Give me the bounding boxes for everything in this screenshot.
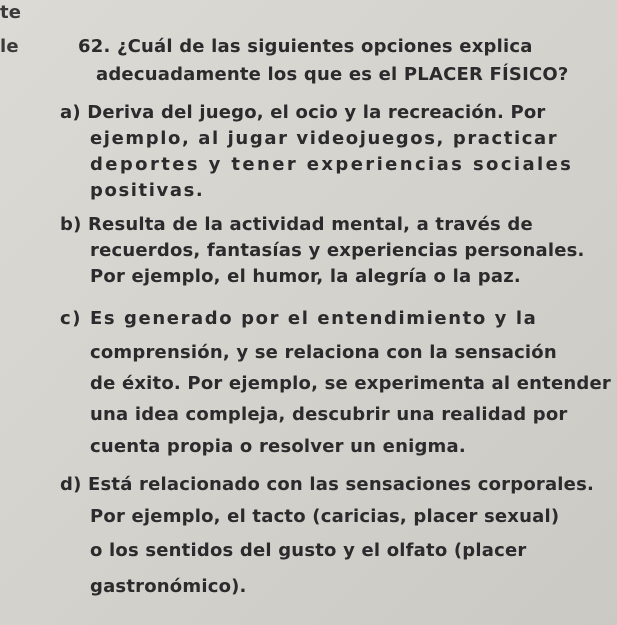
question-text-line: ¿Cuál de las siguientes opciones explica xyxy=(116,36,533,57)
option-d-line: gastronómico). xyxy=(90,576,247,597)
option-a-line: ejemplo, al jugar videojuegos, practicar xyxy=(90,128,559,149)
option-c-line xyxy=(60,308,537,330)
option-a-line: positivas. xyxy=(90,180,205,201)
option-c-line: cuenta propia o resolver un enigma. xyxy=(90,436,466,457)
option-text: Resulta de la actividad mental, a través de xyxy=(87,214,533,235)
option-letter: a) xyxy=(60,102,81,123)
margin-fragment: le xyxy=(0,36,19,57)
margin-fragment: te xyxy=(0,2,22,23)
option-c-line: comprensión, y se relaciona con la sensación xyxy=(90,342,557,363)
option-letter: d) xyxy=(60,474,82,495)
option-letter: b) xyxy=(60,214,82,235)
option-d-line xyxy=(60,474,594,496)
option-c-line: de éxito. Por ejemplo, se experimenta al entender xyxy=(90,373,611,394)
option-text: Está relacionado con las sensaciones corporales. xyxy=(87,474,595,495)
option-b-line xyxy=(60,214,533,236)
option-a-line: deportes y tener experiencias sociales xyxy=(90,154,574,175)
option-letter: c) xyxy=(60,308,83,329)
question-number: 62. xyxy=(78,36,111,57)
option-b-line: recuerdos, fantasías y experiencias personales. xyxy=(90,240,585,261)
option-d-line: Por ejemplo, el tacto (caricias, placer sexual) xyxy=(90,506,560,527)
option-c-line: una idea compleja, descubrir una realidad por xyxy=(90,404,568,425)
question-title xyxy=(78,36,533,58)
question-text-line: adecuadamente los que es el PLACER FÍSICO? xyxy=(96,64,569,85)
option-text: Deriva del juego, el ocio y la recreación. Por xyxy=(87,102,546,123)
option-text: Es generado por el entendimiento y la xyxy=(89,308,538,329)
option-d-line: o los sentidos del gusto y el olfato (placer xyxy=(90,540,527,561)
option-a-line xyxy=(60,102,545,124)
option-b-line: Por ejemplo, el humor, la alegría o la paz. xyxy=(90,266,521,287)
